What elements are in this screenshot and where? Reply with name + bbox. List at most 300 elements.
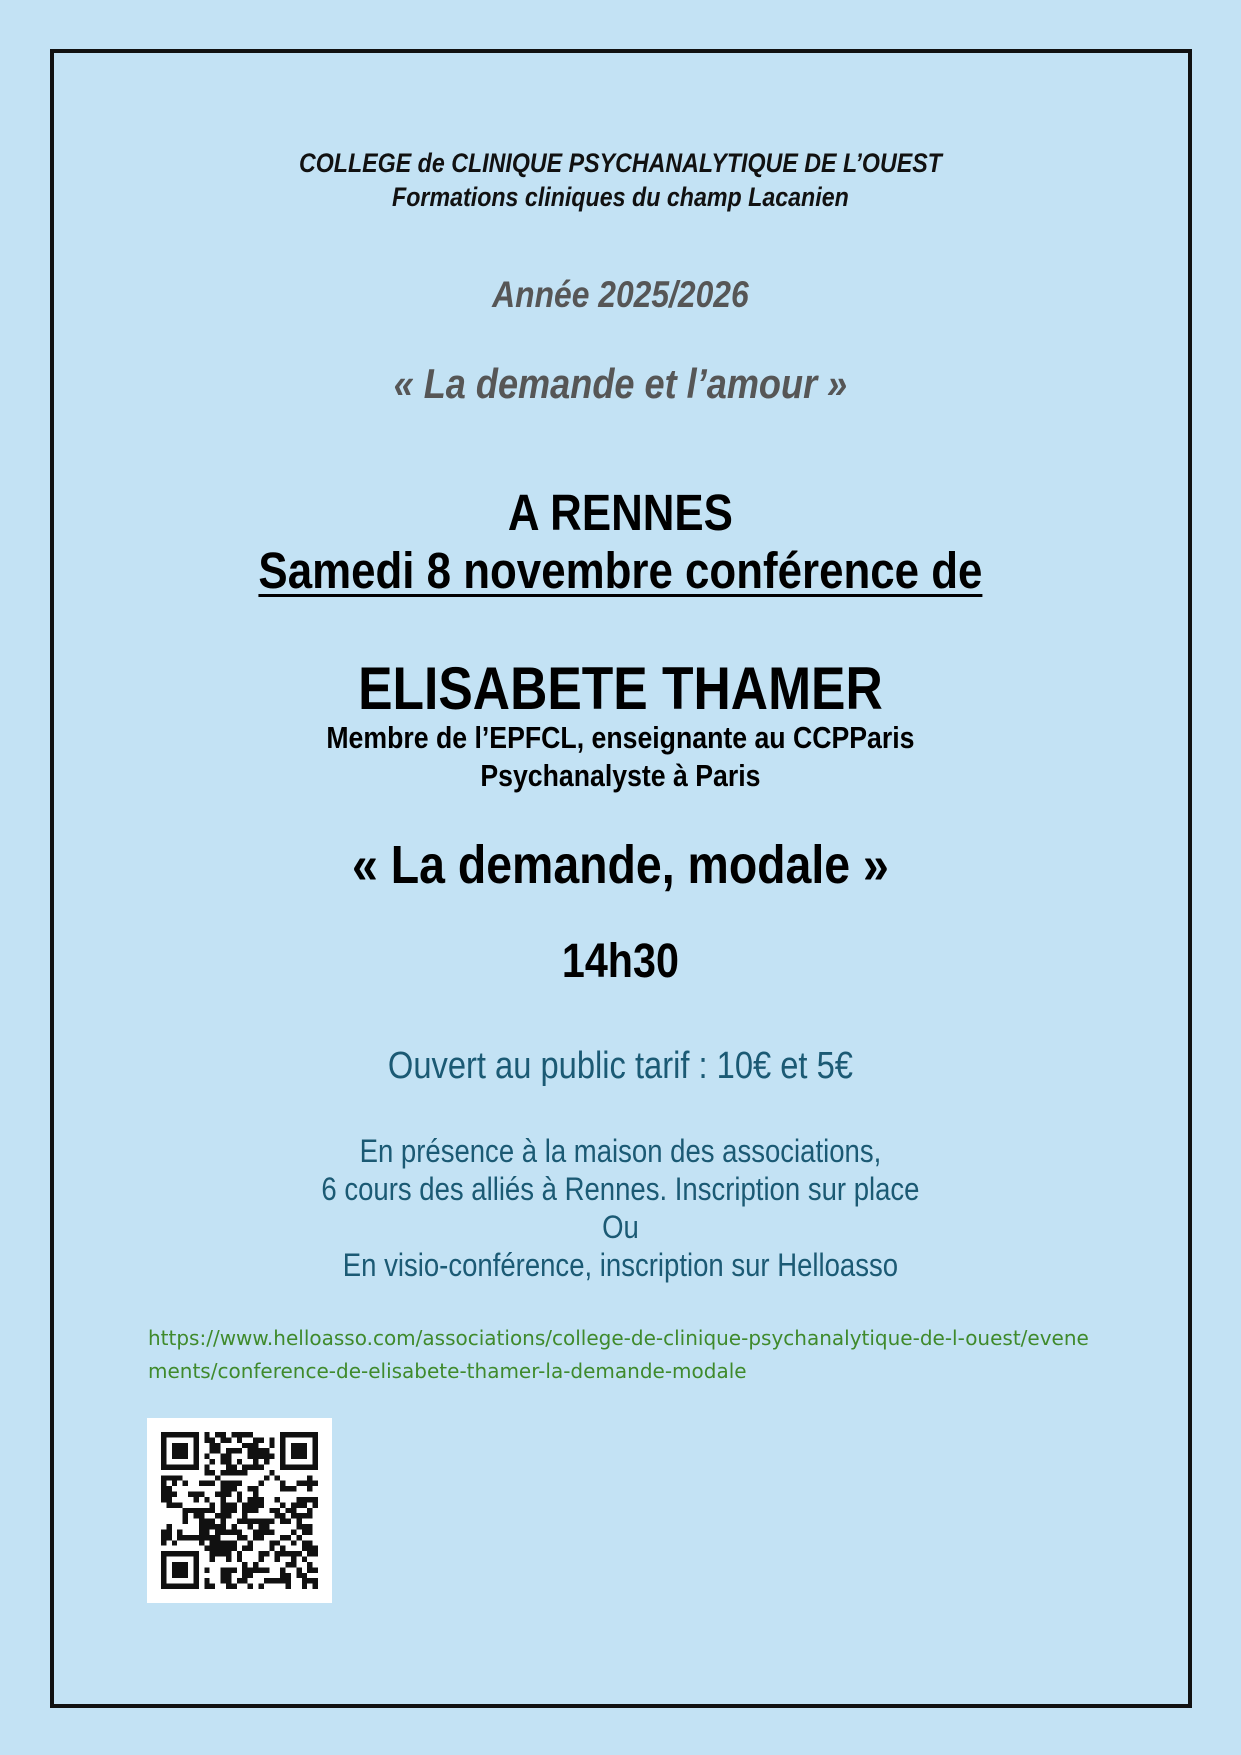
qr-module [269,1443,274,1448]
qr-module [172,1551,177,1556]
qr-module [204,1481,209,1486]
qr-code[interactable] [147,1418,332,1603]
qr-module [199,1529,204,1534]
qr-module [269,1508,274,1513]
qr-module [248,1546,253,1551]
qr-module [183,1481,188,1486]
qr-module [313,1454,318,1459]
qr-module [226,1540,231,1545]
qr-module [264,1529,269,1534]
qr-module [183,1513,188,1518]
qr-module [264,1519,269,1524]
qr-module [221,1454,226,1459]
qr-module [248,1540,253,1545]
qr-module [226,1557,231,1562]
qr-module [204,1535,209,1540]
qr-module [215,1535,220,1540]
qr-module [161,1492,166,1497]
qr-module [231,1508,236,1513]
qr-module [221,1573,226,1578]
qr-module [183,1584,188,1589]
qr-module [269,1519,274,1524]
talk-title: « La demande, modale » [352,835,889,895]
qr-module [253,1464,258,1469]
qr-module [296,1464,301,1469]
qr-module [193,1535,198,1540]
qr-module [307,1578,312,1583]
qr-module [275,1557,280,1562]
qr-module [307,1464,312,1469]
qr-module [226,1584,231,1589]
qr-module [291,1432,296,1437]
qr-module [172,1562,177,1567]
qr-module [269,1546,274,1551]
qr-module [242,1470,247,1475]
qr-module [275,1513,280,1518]
qr-module [264,1524,269,1529]
qr-module [177,1443,182,1448]
qr-module [302,1557,307,1562]
qr-module [280,1535,285,1540]
qr-module [172,1502,177,1507]
qr-module [210,1557,215,1562]
qr-module [161,1535,166,1540]
qr-module [221,1567,226,1572]
qr-module [302,1529,307,1534]
qr-module [264,1551,269,1556]
qr-module [199,1481,204,1486]
qr-module [221,1508,226,1513]
qr-module [215,1540,220,1545]
qr-module [307,1432,312,1437]
qr-module [221,1546,226,1551]
qr-module [161,1567,166,1572]
qr-module [291,1551,296,1556]
qr-module [226,1481,231,1486]
qr-module [296,1519,301,1524]
qr-module [248,1443,253,1448]
qr-module [161,1551,166,1556]
qr-module [215,1524,220,1529]
attendance-line-4: En visio-conférence, inscription sur Helloasso [342,1247,899,1283]
qr-module [177,1535,182,1540]
qr-module [226,1529,231,1534]
qr-module [248,1524,253,1529]
qr-module [183,1535,188,1540]
qr-module [193,1562,198,1567]
qr-module [231,1470,236,1475]
qr-module [204,1464,209,1469]
location-heading: A RENNES [507,484,733,541]
qr-module [237,1578,242,1583]
qr-module [193,1567,198,1572]
qr-module [231,1481,236,1486]
qr-module [313,1546,318,1551]
qr-module [296,1513,301,1518]
qr-module [242,1535,247,1540]
qr-module [237,1551,242,1556]
qr-module [280,1546,285,1551]
qr-module [302,1481,307,1486]
qr-module [177,1551,182,1556]
qr-module [177,1464,182,1469]
qr-module [286,1562,291,1567]
qr-module [291,1443,296,1448]
qr-module [242,1573,247,1578]
qr-module [226,1486,231,1491]
qr-module [177,1584,182,1589]
qr-module [210,1584,215,1589]
qr-module [291,1448,296,1453]
qr-module [248,1454,253,1459]
qr-code-icon [161,1432,318,1589]
qr-module [161,1437,166,1442]
qr-module [302,1540,307,1545]
qr-module [215,1448,220,1453]
qr-module [199,1535,204,1540]
qr-module [248,1486,253,1491]
qr-module [253,1448,258,1453]
qr-module [302,1497,307,1502]
qr-module [172,1481,177,1486]
qr-module [313,1584,318,1589]
academic-year: Année 2025/2026 [492,274,749,315]
qr-module [161,1464,166,1469]
qr-module [204,1470,209,1475]
qr-module [296,1551,301,1556]
qr-module [286,1551,291,1556]
qr-module [242,1578,247,1583]
qr-module [226,1578,231,1583]
qr-module [280,1448,285,1453]
qr-module [210,1502,215,1507]
qr-module [210,1546,215,1551]
qr-module [183,1432,188,1437]
qr-module [215,1546,220,1551]
qr-module [264,1567,269,1572]
qr-module [221,1578,226,1583]
qr-module [172,1443,177,1448]
qr-module [242,1513,247,1518]
qr-module [253,1529,258,1534]
qr-module [242,1519,247,1524]
qr-module [275,1551,280,1556]
qr-module [280,1481,285,1486]
qr-module [172,1492,177,1497]
qr-module [258,1481,263,1486]
qr-module [210,1551,215,1556]
qr-module [258,1557,263,1562]
qr-module [231,1432,236,1437]
qr-module [296,1573,301,1578]
qr-module [204,1519,209,1524]
qr-module [183,1443,188,1448]
qr-module [237,1529,242,1534]
qr-module [226,1454,231,1459]
qr-module [226,1508,231,1513]
qr-module [221,1470,226,1475]
qr-module [210,1508,215,1513]
qr-module [231,1502,236,1507]
qr-module [248,1519,253,1524]
qr-module [313,1578,318,1583]
qr-module [253,1459,258,1464]
qr-module [231,1584,236,1589]
qr-module [296,1481,301,1486]
qr-module [313,1497,318,1502]
qr-module [221,1492,226,1497]
registration-link[interactable]: https://www.helloasso.com/associations/college-de-clinique-psychanalytique-de-l-ouest/evenements/conference-de-elisabete-thamer-la-demande-modale [148,1326,1089,1383]
qr-module [226,1551,231,1556]
qr-module [302,1546,307,1551]
qr-module [258,1519,263,1524]
qr-module [264,1475,269,1480]
qr-module [242,1562,247,1567]
qr-module [296,1524,301,1529]
qr-module [193,1513,198,1518]
qr-module [307,1497,312,1502]
qr-module [296,1448,301,1453]
qr-module [193,1454,198,1459]
qr-module [161,1573,166,1578]
qr-module [242,1443,247,1448]
qr-module [193,1492,198,1497]
qr-module [280,1443,285,1448]
qr-module [291,1454,296,1459]
qr-module [248,1502,253,1507]
qr-module [296,1502,301,1507]
qr-module [286,1573,291,1578]
qr-module [188,1492,193,1497]
qr-module [286,1432,291,1437]
qr-module [226,1437,231,1442]
qr-module [161,1497,166,1502]
qr-module [269,1540,274,1545]
qr-module [204,1567,209,1572]
qr-module [237,1492,242,1497]
qr-module [166,1432,171,1437]
qr-module [161,1459,166,1464]
qr-module [161,1443,166,1448]
qr-module [226,1546,231,1551]
qr-module [291,1529,296,1534]
qr-module [248,1584,253,1589]
qr-module [199,1519,204,1524]
qr-module [231,1567,236,1572]
qr-module [221,1502,226,1507]
qr-module [221,1529,226,1534]
qr-module [307,1529,312,1534]
qr-module [286,1464,291,1469]
qr-module [231,1524,236,1529]
qr-module [242,1432,247,1437]
qr-module [248,1573,253,1578]
qr-module [253,1567,258,1572]
qr-module [302,1464,307,1469]
qr-module [172,1464,177,1469]
qr-module [296,1567,301,1572]
qr-module [172,1448,177,1453]
qr-module [221,1437,226,1442]
qr-module [204,1454,209,1459]
qr-module [177,1432,182,1437]
qr-module [188,1551,193,1556]
qr-module [258,1448,263,1453]
qr-module [258,1535,263,1540]
qr-module [172,1573,177,1578]
qr-module [177,1475,182,1480]
qr-module [313,1502,318,1507]
qr-module [193,1437,198,1442]
qr-module [269,1470,274,1475]
qr-module [161,1529,166,1534]
qr-module [280,1502,285,1507]
qr-module [280,1551,285,1556]
qr-module [221,1551,226,1556]
qr-module [253,1562,258,1567]
qr-module [161,1475,166,1480]
qr-module [307,1524,312,1529]
qr-module [280,1486,285,1491]
qr-module [226,1492,231,1497]
qr-module [161,1448,166,1453]
qr-module [253,1437,258,1442]
qr-module [307,1562,312,1567]
event-time: 14h30 [561,935,679,988]
qr-module [226,1573,231,1578]
qr-module [215,1551,220,1556]
qr-module [161,1578,166,1583]
qr-module [253,1486,258,1491]
season-theme: « La demande et l’amour » [393,360,848,407]
qr-module [280,1459,285,1464]
qr-module [221,1513,226,1518]
qr-module [166,1524,171,1529]
qr-module [161,1432,166,1437]
qr-module [307,1508,312,1513]
qr-module [296,1454,301,1459]
qr-module [183,1508,188,1513]
qr-module [264,1454,269,1459]
qr-module [161,1481,166,1486]
qr-module [193,1508,198,1513]
qr-module [269,1437,274,1442]
qr-module [210,1481,215,1486]
qr-module [291,1557,296,1562]
qr-module [248,1508,253,1513]
qr-module [302,1502,307,1507]
qr-module [177,1567,182,1572]
qr-module [269,1454,274,1459]
qr-module [264,1578,269,1583]
qr-module [172,1454,177,1459]
qr-module [291,1540,296,1545]
qr-module [313,1551,318,1556]
qr-module [177,1502,182,1507]
qr-module [221,1481,226,1486]
qr-module [237,1437,242,1442]
qr-module [193,1557,198,1562]
qr-module [188,1508,193,1513]
qr-module [193,1464,198,1469]
qr-module [242,1464,247,1469]
qr-module [215,1513,220,1518]
qr-module [172,1584,177,1589]
qr-module [231,1540,236,1545]
qr-module [307,1546,312,1551]
qr-module [275,1508,280,1513]
qr-module [242,1508,247,1513]
qr-module [204,1529,209,1534]
qr-module [313,1464,318,1469]
organization-name: COLLEGE de CLINIQUE PSYCHANALYTIQUE DE L’OUEST [298,148,942,178]
qr-module [242,1502,247,1507]
qr-module [302,1448,307,1453]
qr-module [210,1535,215,1540]
qr-module [253,1497,258,1502]
qr-module [166,1584,171,1589]
qr-module [291,1486,296,1491]
qr-module [313,1432,318,1437]
qr-module [313,1567,318,1572]
qr-module [166,1464,171,1469]
qr-module [193,1551,198,1556]
qr-module [226,1459,231,1464]
qr-module [286,1535,291,1540]
qr-module [258,1454,263,1459]
qr-module [291,1464,296,1469]
qr-module [199,1540,204,1545]
qr-module [183,1567,188,1572]
qr-module [253,1535,258,1540]
qr-module [183,1454,188,1459]
qr-module [258,1567,263,1572]
qr-module [183,1464,188,1469]
qr-module [307,1481,312,1486]
qr-module [193,1432,198,1437]
qr-module [188,1584,193,1589]
qr-module [161,1557,166,1562]
qr-module [248,1567,253,1572]
qr-module [183,1519,188,1524]
qr-module [258,1502,263,1507]
qr-module [253,1443,258,1448]
qr-module [280,1432,285,1437]
qr-module [248,1464,253,1469]
qr-module [237,1448,242,1453]
qr-module [215,1529,220,1534]
qr-module [166,1497,171,1502]
qr-module [183,1551,188,1556]
qr-module [172,1432,177,1437]
qr-module [280,1567,285,1572]
qr-module [237,1432,242,1437]
qr-module [221,1486,226,1491]
qr-module [291,1513,296,1518]
qr-module [177,1529,182,1534]
qr-module [302,1578,307,1583]
qr-module [275,1540,280,1545]
qr-module [161,1562,166,1567]
qr-module [177,1454,182,1459]
speaker-name: ELISABETE THAMER [358,655,883,722]
qr-module [221,1519,226,1524]
qr-module [280,1437,285,1442]
qr-module [215,1492,220,1497]
qr-module [302,1573,307,1578]
qr-module [166,1492,171,1497]
qr-module [291,1502,296,1507]
